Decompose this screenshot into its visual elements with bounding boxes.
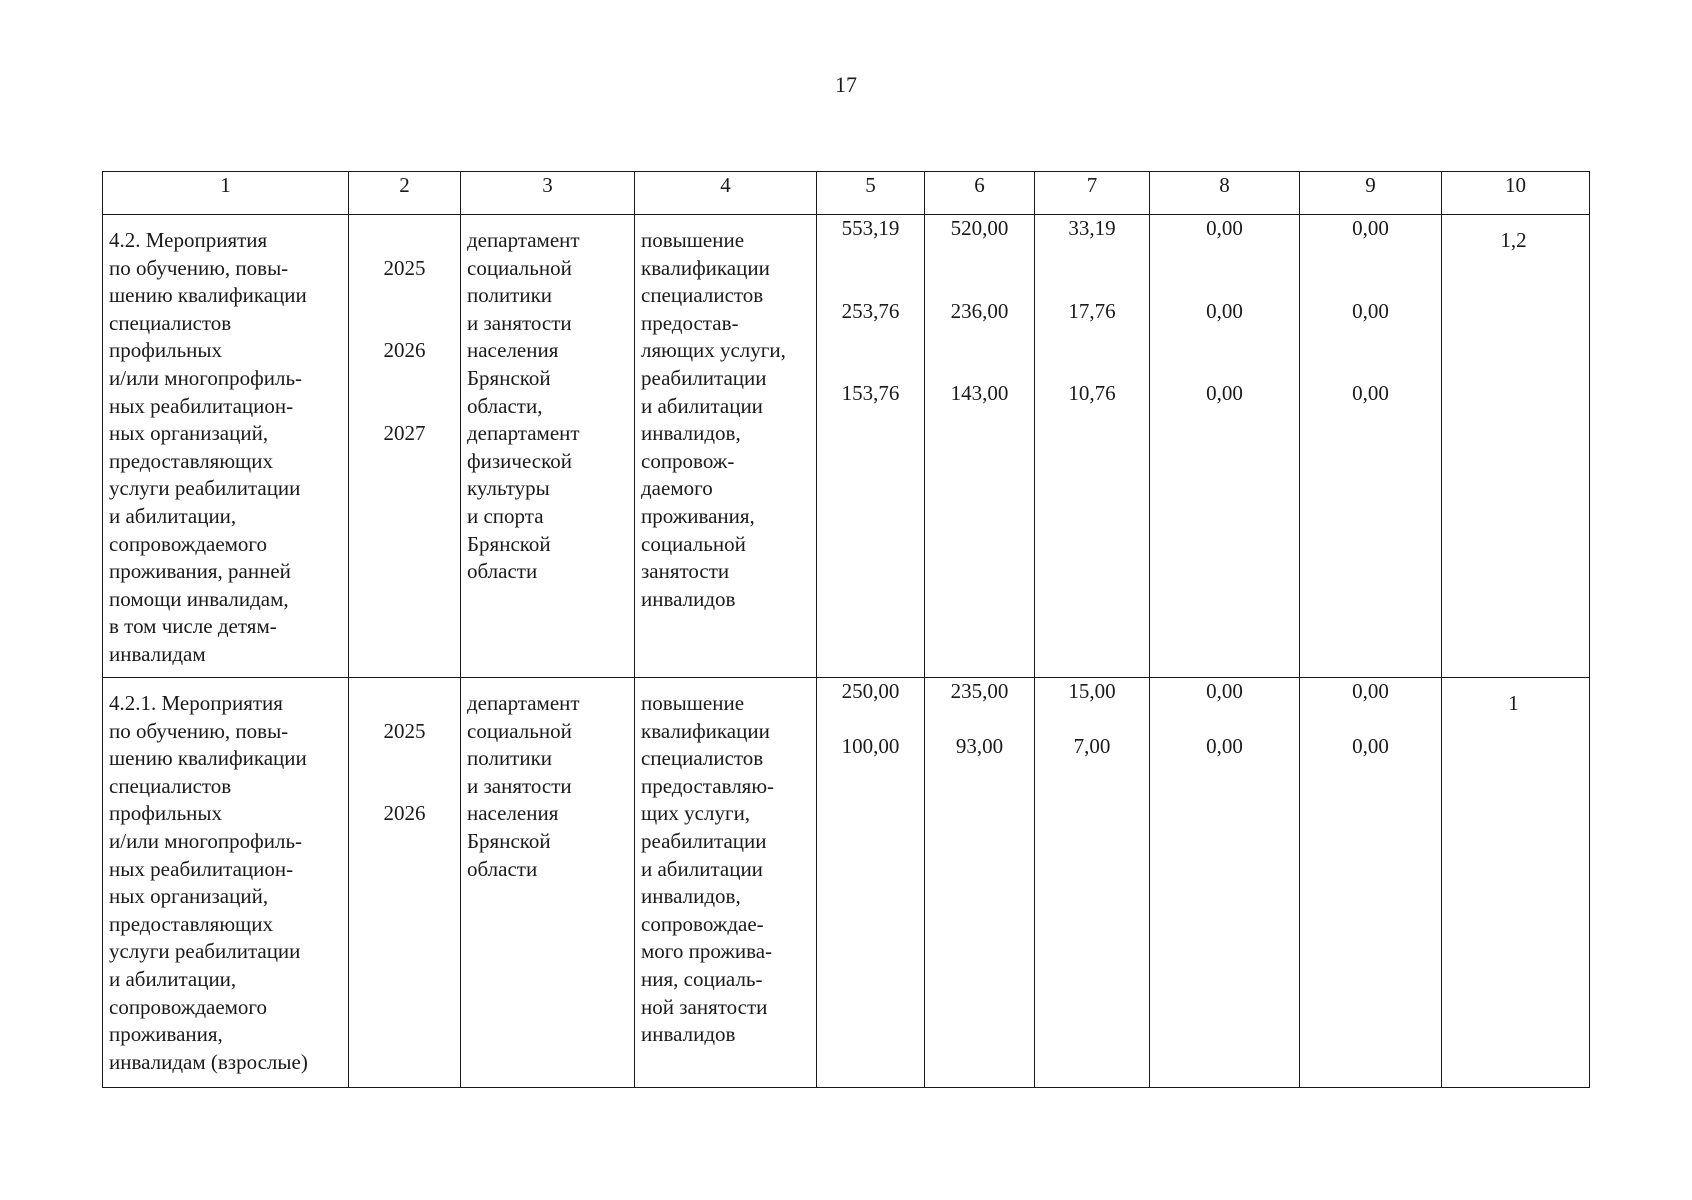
header-cell-5: 5 [817, 172, 925, 215]
amount-value: 236,00 [950, 298, 1009, 323]
col10-value: 1,2 [1500, 228, 1527, 252]
executor-text: департамент социальной политики и занятости населения Брянской области [467, 691, 580, 881]
amount-value: 143,00 [950, 381, 1009, 406]
header-cell-2: 2 [349, 172, 461, 215]
col7-cell [1035, 678, 1150, 1088]
header-row [103, 172, 1590, 215]
year-value: 2027 [383, 421, 426, 446]
header-cell-10: 10 [1442, 172, 1590, 215]
year-value: 2025 [383, 718, 426, 743]
table-row [103, 678, 1590, 1088]
measure-name: 4.2.1. Мероприятия по обучению, повы- шению квалификации специалистов профильных и/или многопрофиль- ных реабилитацион- ных организаций, предоставляющих услуги реабилитации и абилитации, сопровождаемого проживания, инвалидам (взрослые) [109, 691, 308, 1074]
amount-value: 7,00 [1073, 734, 1111, 759]
year-value: 2026 [383, 801, 426, 826]
col6-cell [925, 215, 1035, 678]
program-table [102, 171, 1590, 1088]
amount-value: 253,76 [841, 298, 900, 323]
amount-value: 0,00 [1352, 734, 1389, 759]
col5-cell [817, 678, 925, 1088]
header-cell-3: 3 [461, 172, 635, 215]
year-value: 2026 [383, 338, 426, 363]
col10-value: 1 [1508, 691, 1519, 715]
year-value: 2025 [383, 255, 426, 280]
result-cell [635, 215, 817, 678]
col10-cell [1442, 678, 1590, 1088]
col9-cell [1300, 678, 1442, 1088]
amount-value: 33,19 [1068, 216, 1116, 240]
page-number: 17 [835, 72, 857, 97]
header-cell-9: 9 [1300, 172, 1442, 215]
amount-value: 0,00 [1352, 216, 1389, 240]
col6-cell [925, 678, 1035, 1088]
amount-value: 0,00 [1206, 734, 1243, 759]
amount-value: 100,00 [841, 734, 900, 759]
col9-cell [1300, 215, 1442, 678]
measure-name: 4.2. Мероприятия по обучению, повы- шению квалификации специалистов профильных и/или многопрофиль- ных реабилитацион- ных организаций, предоставляющих услуги реабилитации и абилитации, сопровождаемого проживания, ранней помощи инвалидам, в том числе детям- инвалидам [109, 228, 307, 666]
amount-value: 0,00 [1206, 216, 1243, 240]
amount-value: 553,19 [841, 216, 900, 240]
result-text: повышение квалификации специалистов предоставляю- щих услуги, реабилитации и абилитации инвалидов, сопровождае- мого прожива- ния, социаль- ной занятости инвалидов [641, 691, 775, 1047]
amount-value: 0,00 [1206, 381, 1243, 406]
amount-value: 15,00 [1068, 679, 1116, 703]
amount-value: 93,00 [955, 734, 1004, 759]
amount-value: 235,00 [950, 679, 1009, 703]
executor-text: департамент социальной политики и занятости населения Брянской области, департамент физической культуры и спорта Брянской области [467, 228, 580, 584]
year-cell [349, 678, 461, 1088]
amount-value: 0,00 [1206, 679, 1243, 703]
col8-cell [1150, 215, 1300, 678]
result-cell [635, 678, 817, 1088]
amount-value: 10,76 [1068, 381, 1116, 406]
measure-name-cell [103, 215, 349, 678]
col10-cell [1442, 215, 1590, 678]
amount-value: 0,00 [1352, 381, 1389, 406]
measure-name-cell [103, 678, 349, 1088]
amount-value: 0,00 [1206, 298, 1243, 323]
header-cell-8: 8 [1150, 172, 1300, 215]
header-cell-7: 7 [1035, 172, 1150, 215]
table-row [103, 215, 1590, 678]
header-cell-6: 6 [925, 172, 1035, 215]
header-cell-1: 1 [103, 172, 349, 215]
amount-value: 0,00 [1352, 298, 1389, 323]
amount-value: 520,00 [950, 216, 1009, 240]
col8-cell [1150, 678, 1300, 1088]
executor-cell [461, 215, 635, 678]
year-cell [349, 215, 461, 678]
col5-cell [817, 215, 925, 678]
result-text: повышение квалификации специалистов предостав- ляющих услуги, реабилитации и абилитации инвалидов, сопровож- даемого проживания, социальной занятости инвалидов [641, 228, 786, 611]
amount-value: 0,00 [1352, 679, 1389, 703]
col7-cell [1035, 215, 1150, 678]
amount-value: 153,76 [841, 381, 900, 406]
amount-value: 250,00 [841, 679, 900, 703]
executor-cell [461, 678, 635, 1088]
header-cell-4: 4 [635, 172, 817, 215]
amount-value: 17,76 [1068, 298, 1116, 323]
